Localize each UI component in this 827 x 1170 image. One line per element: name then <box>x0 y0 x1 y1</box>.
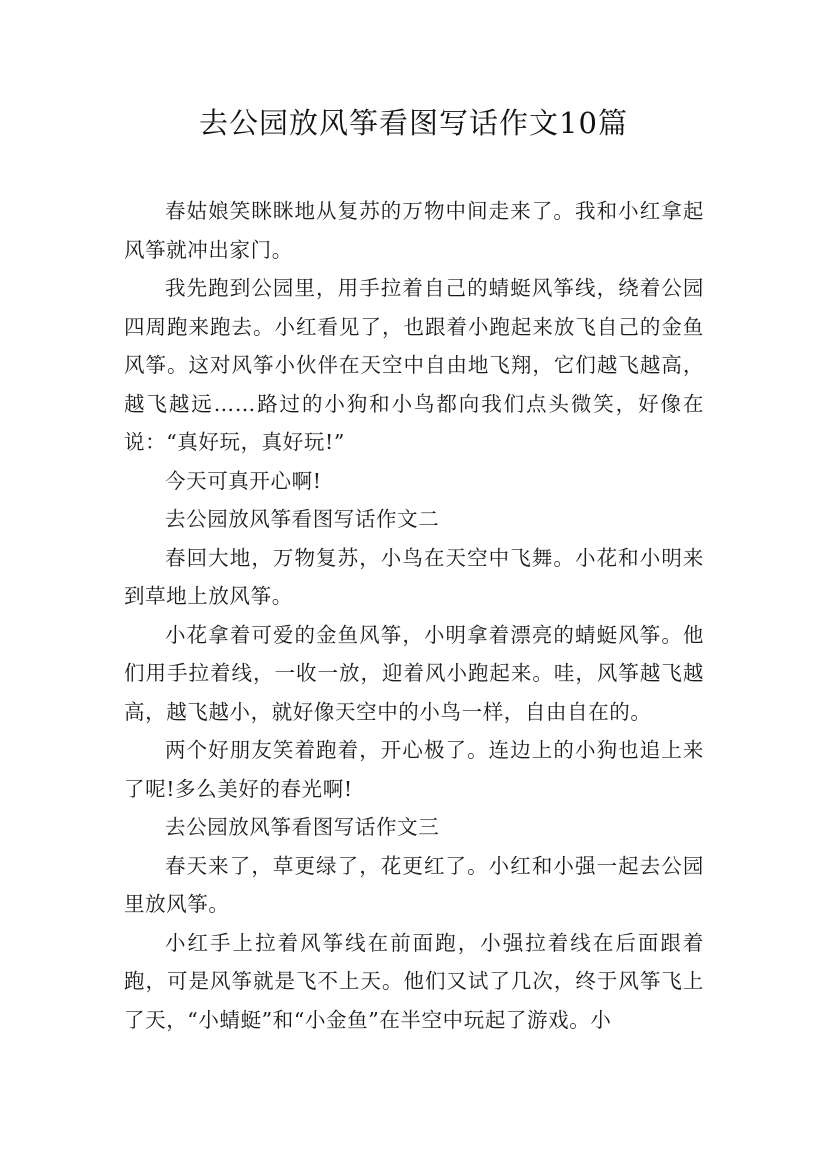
document-body <box>124 192 704 1039</box>
paragraph: 我先跑到公园里，用手拉着自己的蜻蜓风筝线，绕着公园四周跑来跑去。小红看见了，也跟着小跑起来放飞自己的金鱼风筝。这对风筝小伙伴在天空中自由地飞翔，它们越飞越高，越飞越远……路过的小狗和小鸟都向我们点头微笑，好像在说：“真好玩，真好玩!” <box>124 276 704 454</box>
document-title: 去公园放风筝看图写话作文10篇 <box>199 106 628 140</box>
paragraph: 今天可真开心啊! <box>165 468 322 493</box>
paragraph: 小花拿着可爱的金鱼风筝，小明拿着漂亮的蜻蜓风筝。他们用手拉着线，一收一放，迎着风小跑起来。哇，风筝越飞越高，越飞越小，就好像天空中的小鸟一样，自由自在的。 <box>124 622 704 724</box>
paragraph: 春回大地，万物复苏，小鸟在天空中飞舞。小花和小明来到草地上放风筝。 <box>124 545 704 608</box>
section-heading: 去公园放风筝看图写话作文二 <box>165 507 440 531</box>
paragraph: 春姑娘笑眯眯地从复苏的万物中间走来了。我和小红拿起风筝就冲出家门。 <box>124 199 704 262</box>
paragraph: 两个好朋友笑着跑着，开心极了。连边上的小狗也追上来了呢!多么美好的春光啊! <box>124 738 704 801</box>
paragraph: 春天来了，草更绿了，花更红了。小红和小强一起去公园里放风筝。 <box>124 853 704 916</box>
paragraph: 小红手上拉着风筝线在前面跑，小强拉着线在后面跟着跑，可是风筝就是飞不上天。他们又试了几次，终于风筝飞上了天，“小蜻蜓”和“小金鱼”在半空中玩起了游戏。小 <box>124 930 704 1032</box>
section-heading: 去公园放风筝看图写话作文三 <box>165 815 440 839</box>
